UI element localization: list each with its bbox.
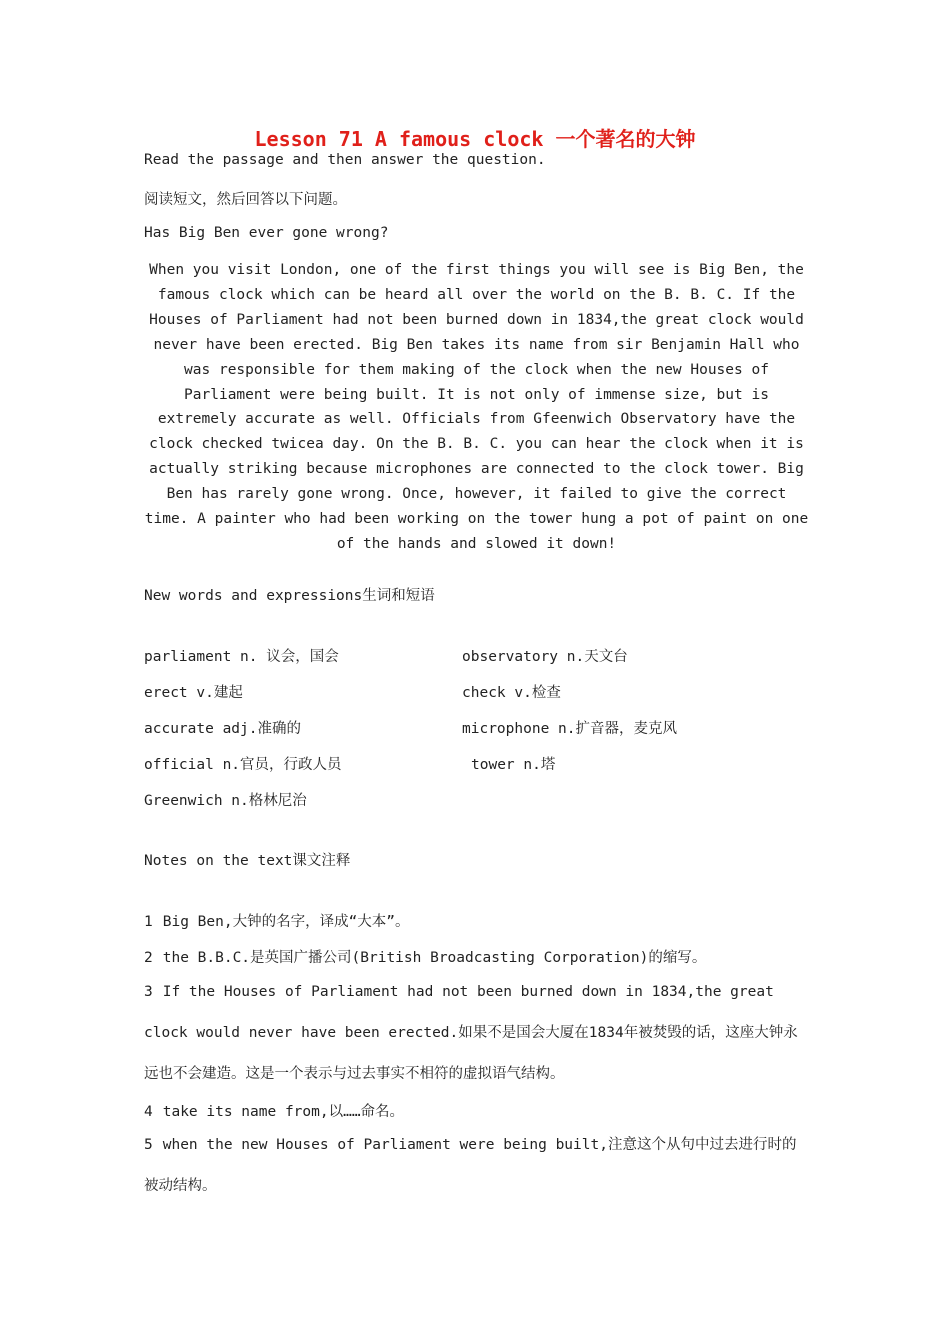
note-item [144,1100,810,1121]
note-item [144,1125,810,1207]
note-text: If the Houses of Parliament had not been burned down in 1834,the great clock would never have been erected.如果不是国会大厦在1834年被焚毁的话，这座大钟永远也不会建造。这是一个表示与过去事实不相符的虚拟语气结构。 [144,984,798,1082]
note-text: Big Ben,大钟的名字，译成“大本”。 [162,914,410,930]
vocab-heading: New words and expressions生词和短语 [144,588,435,604]
note-item [144,910,810,931]
vocab-item: check v.检查 [462,685,561,701]
vocab-item: accurate adj.准确的 [144,721,301,737]
instruction-english: Read the passage and then answer the question. [144,152,546,168]
question: Has Big Ben ever gone wrong? [144,225,389,241]
note-text: when the new Houses of Parliament were being built,注意这个从句中过去进行时的被动结构。 [144,1137,797,1194]
reading-passage [144,258,809,557]
note-item [144,972,810,1095]
note-number: 5 [144,1137,153,1153]
note-item [144,946,810,967]
notes-heading: Notes on the text课文注释 [144,853,351,869]
passage-text: When you visit London, one of the first things you will see is Big Ben, the famous clock which can be heard all over the world on the B. B. C. If the Houses of Parliament had not been burned down in 1834,the great clock would never have been erected. Big Ben takes its name from sir Benjamin Hall who was responsible for them making of the clock when the new Houses of Parliament were being built. It is not only of immense size, but is extremely accurate as well. Officials from Gfeenwich Observatory have the clock checked twicea day. On the B. B. C. you can hear the clock when it is actually striking because microphones are connected to the clock tower. Big Ben has rarely gone wrong. Once, however, it failed to give the correct time. A painter who had been working on the tower hung a pot of paint on one of the hands and slowed it down! [144,262,809,552]
vocab-item: official n.官员，行政人员 [144,757,342,773]
note-text: take its name from,以……命名。 [162,1104,405,1120]
vocab-item: Greenwich n.格林尼治 [144,793,307,809]
note-number: 4 [144,1104,153,1120]
vocab-item: observatory n.天文台 [462,649,628,665]
vocab-item: microphone n.扩音器，麦克风 [462,721,677,737]
instruction-chinese: 阅读短文，然后回答以下问题。 [144,192,347,208]
vocab-item: erect v.建起 [144,685,243,701]
vocab-item: tower n.塔 [471,757,556,773]
note-number: 3 [144,984,153,1000]
vocab-item: parliament n. 议会，国会 [144,649,339,665]
note-text: the B.B.C.是英国广播公司(British Broadcasting Corporation)的缩写。 [162,950,707,966]
note-number: 2 [144,950,153,966]
note-number: 1 [144,914,153,930]
lesson-title: Lesson 71 A famous clock 一个著名的大钟 [254,127,696,151]
